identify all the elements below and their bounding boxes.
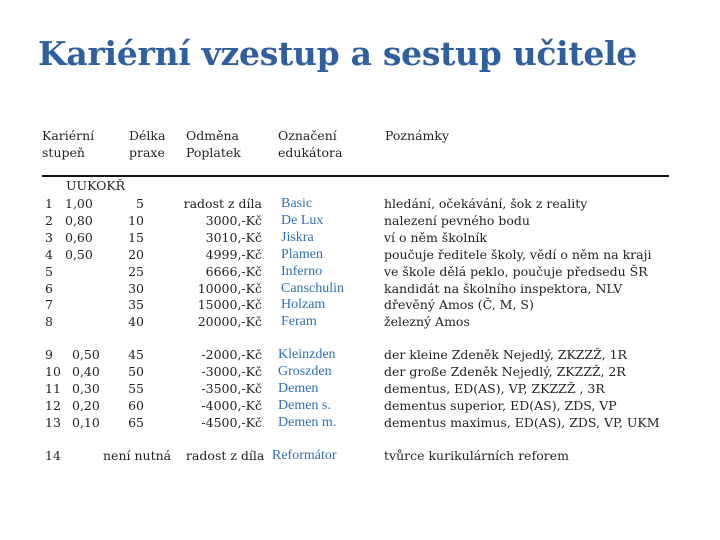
header-karierni-stupen: Kariérní stupeň bbox=[42, 128, 95, 160]
block2-odmena: -2000,-Kč -3000,-Kč -3500,-Kč -4000,-Kč -4500,-Kč bbox=[201, 347, 262, 430]
block1-oznaceni: Basic De Lux Jiskra Plamen Inferno Canschulin Holzam Feram bbox=[281, 196, 344, 330]
block3-poznamky: tvůrce kurikulárních reforem bbox=[384, 448, 569, 463]
block1-coefficients: 1,00 0,80 0,60 0,50 bbox=[65, 196, 93, 262]
header-poznamky: Poznámky bbox=[385, 128, 450, 143]
block1-heading: UUKOKŘ bbox=[66, 178, 126, 193]
block2-delka-praxe: 45 50 55 60 65 bbox=[128, 347, 144, 430]
block1-delka-praxe: 5 10 15 20 25 30 35 40 bbox=[128, 196, 144, 330]
header-odmena-poplatek: Odměna Poplatek bbox=[186, 128, 241, 160]
page-title: Kariérní vzestup a sestup učitele bbox=[38, 34, 637, 73]
block3-odmena: radost z díla bbox=[186, 448, 265, 463]
header-delka-praxe: Délka praxe bbox=[129, 128, 166, 160]
block1-poznamky: hledání, očekávání, šok z reality nalezení pevného bodu ví o něm školník poučuje ředitele školy, vědí o něm na kraji ve škole dělá peklo, poučuje předsedu ŠR kandidát na školního inspektora, NLV dřevěný Amos (Č, M, S) železný Amos bbox=[384, 196, 652, 330]
block3-oznaceni: Reformátor bbox=[272, 448, 337, 463]
block1-odmena: radost z díla 3000,-Kč 3010,-Kč 4999,-Kč 6666,-Kč 10000,-Kč 15000,-Kč 20000,-Kč bbox=[183, 196, 262, 330]
block2-coefficients: 0,50 0,40 0,30 0,20 0,10 bbox=[72, 347, 100, 430]
block3-number: 14 bbox=[45, 448, 61, 463]
block1-numbers: 1 2 3 4 5 6 7 8 bbox=[45, 196, 53, 330]
block2-numbers: 9 10 11 12 13 bbox=[45, 347, 61, 430]
header-oznaceni-edukatora: Označení edukátora bbox=[278, 128, 343, 160]
header-divider bbox=[42, 175, 669, 177]
block3-delka-praxe: není nutná bbox=[103, 448, 172, 463]
block2-poznamky: der kleine Zdeněk Nejedlý, ZKZZŽ, 1R der große Zdeněk Nejedlý, ZKZZŽ, 2R dementus, ED(AS), VP, ZKZZŽ , 3R dementus superior, ED(AS), ZDS, VP dementus maximus, ED(AS), ZDS, VP, UKM bbox=[384, 347, 660, 430]
block2-oznaceni: Kleinzden Groszden Demen Demen s. Demen m. bbox=[278, 347, 337, 430]
